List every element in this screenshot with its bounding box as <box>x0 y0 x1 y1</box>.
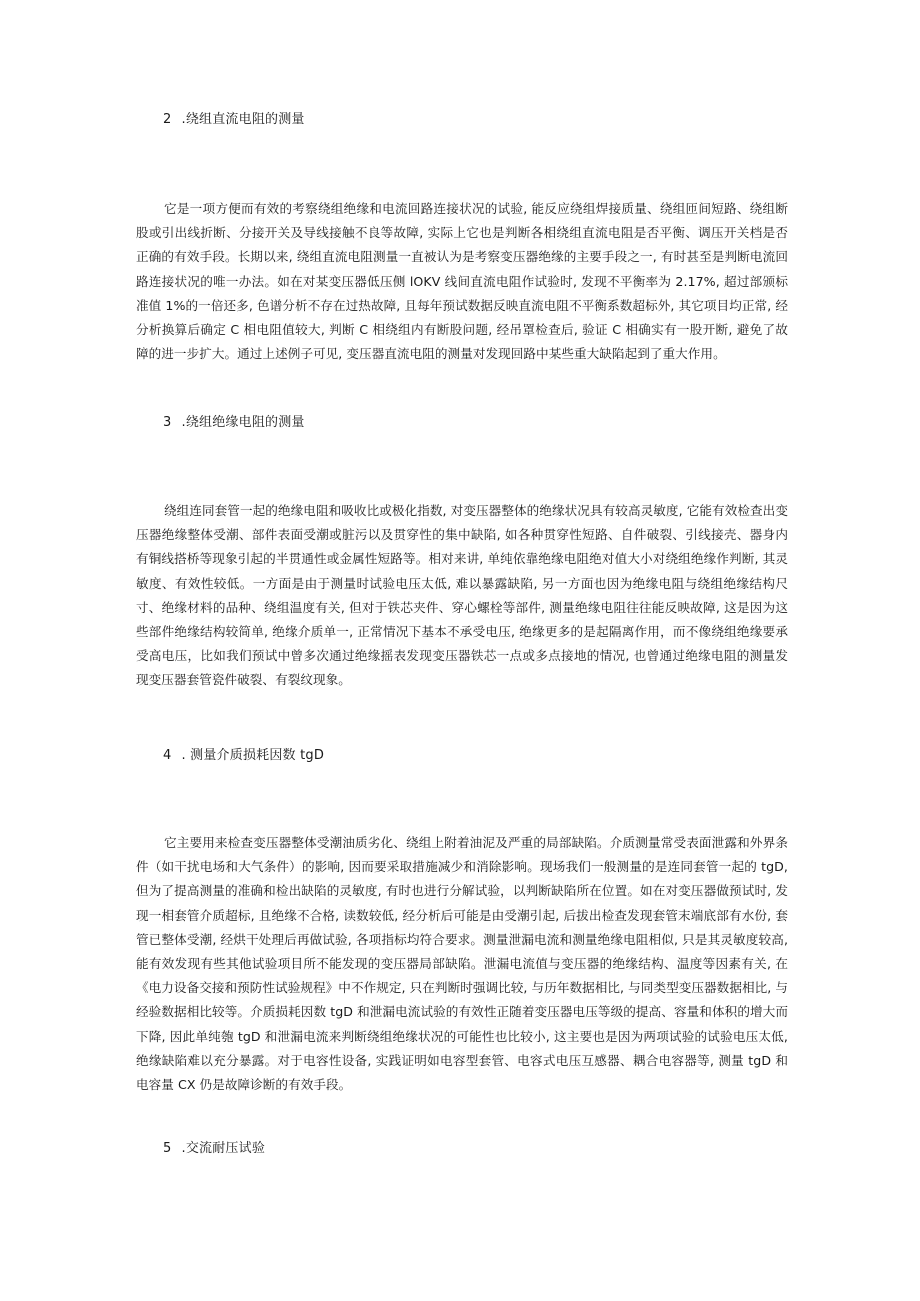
section-title: .交流耐压试验 <box>181 1141 266 1156</box>
section-number: 5 <box>163 1141 172 1156</box>
section-heading-3 <box>163 413 305 433</box>
section-heading-4 <box>163 746 324 766</box>
section-heading-2 <box>163 110 305 130</box>
section-title: .绕组绝缘电阻的测量 <box>181 415 305 430</box>
section-number: 4 <box>163 748 172 763</box>
section-heading-5 <box>163 1139 265 1159</box>
section-title: . 测量介质损耗因数 tgD <box>181 748 325 763</box>
section-paragraph-2: 它是一项方便而有效的考察绕组绝缘和电流回路连接状况的试验, 能反应绕组焊接质量、绕组匝间短路、绕组断股或引出线折断、分接开关及导线接触不良等故障, 实际上它也是判断各相绕组直流电阻是否平衡、调压开关档是否正确的有效手段。长期以来, 绕组直流电阻测量一直被认为是考察变压器绝缘的主要手段之一, 有时甚至是判断电流回路连接状况的唯一办法。如在对某变压器低压侧 lOKV 线间直流电阻作试验时, 发现不平衡率为 2.17%, 超过部颁标准值 1%的一倍还多, 色谱分析不存在过热故障, 且每年预试数据反映直流电阻不平衡系数超标外, 其它项目均正常, 经分析换算后确定 C 相电阻值较大, 判断 C 相绕组内有断股问题, 经吊罩检查后, 验证 C 相确实有一股开断, 避免了故障的进一步扩大。通过上述例子可见, 变压器直流电阻的测量对发现回路中某些重大缺陷起到了重大作用。 <box>136 201 788 362</box>
section-paragraph-4: 它主要用来检查变压器整体受潮油质劣化、绕组上附着油泥及严重的局部缺陷。介质测量常受表面泄露和外界条件（如干扰电场和大气条件）的影响, 因而要采取措施减少和消除影响。现场我们一般测量的是连同套管一起的 tgD,但为了提高测量的准确和检出缺陷的灵敏度, 有时也进行分解试验，以判断缺陷所在位置。如在对变压器做预试时, 发现一相套管介质超标, 且绝缘不合格, 读数较低, 经分析后可能是由受潮引起, 后拔出检查发现套管末端底部有水份, 套管已整体受潮, 经烘干处理后再做试验, 各项指标均符合要求。测量泄漏电流和测量绝缘电阻相似, 只是其灵敏度较高, 能有效发现有些其他试验项目所不能发现的变压器局部缺陷。泄漏电流值与变压器的绝缘结构、温度等因素有关, 在《电力设备交接和预防性试验规程》中不作规定, 只在判断时强调比较, 与历年数据相比, 与同类型变压器数据相比, 与经验数据相比较等。介质损耗因数 tgD 和泄漏电流试验的有效性正随着变压器电压等级的提高、容量和体积的增大而下降, 因此单纯匏 tgD 和泄漏电流来判断绕组绝缘状况的可能性也比较小, 这主要也是因为两项试验的试验电压太低, 绝缘缺陷难以充分暴露。对于电容性设备, 实践证明如电容型套管、电容式电压互感器、耦合电容器等, 测量 tgD 和电容量 CX 仍是故障诊断的有效手段。 <box>136 835 788 1093</box>
section-paragraph-3: 绕组连同套管一起的绝缘电阻和吸收比或极化指数, 对变压器整体的绝缘状况具有较高灵敏度, 它能有效检查出变压器绝缘整体受潮、部件表面受潮或脏污以及贯穿性的集中缺陷, 如各种贯穿性短路、自件破裂、引线接壳、器身内有铜线搭桥等现象引起的半贯通性或金属性短路等。相对来讲, 单纯依靠绝缘电阻绝对值大小对绕组绝缘作判断, 其灵敏度、有效性较低。一方面是由于测量时试验电压太低, 难以暴露缺陷, 另一方面也因为绝缘电阻与绕组绝缘结构尺寸、绝缘材料的品种、绕组温度有关, 但对于铁芯夹件、穿心螺栓等部件, 测量绝缘电阻往往能反映故障, 这是因为这些部件绝缘结构较简单, 绝缘介质单一, 正常情况下基本不承受电压, 绝缘更多的是起隔离作用，而不像绕组绝缘要承受高电压，比如我们预试中曾多次通过绝缘摇表发现变压器铁芯一点或多点接地的情况, 也曾通过绝缘电阻的测量发现变压器套管瓷件破裂、有裂纹现象。 <box>136 503 788 688</box>
section-title: .绕组直流电阻的测量 <box>181 112 305 127</box>
section-number: 2 <box>163 112 172 127</box>
section-number: 3 <box>163 415 172 430</box>
